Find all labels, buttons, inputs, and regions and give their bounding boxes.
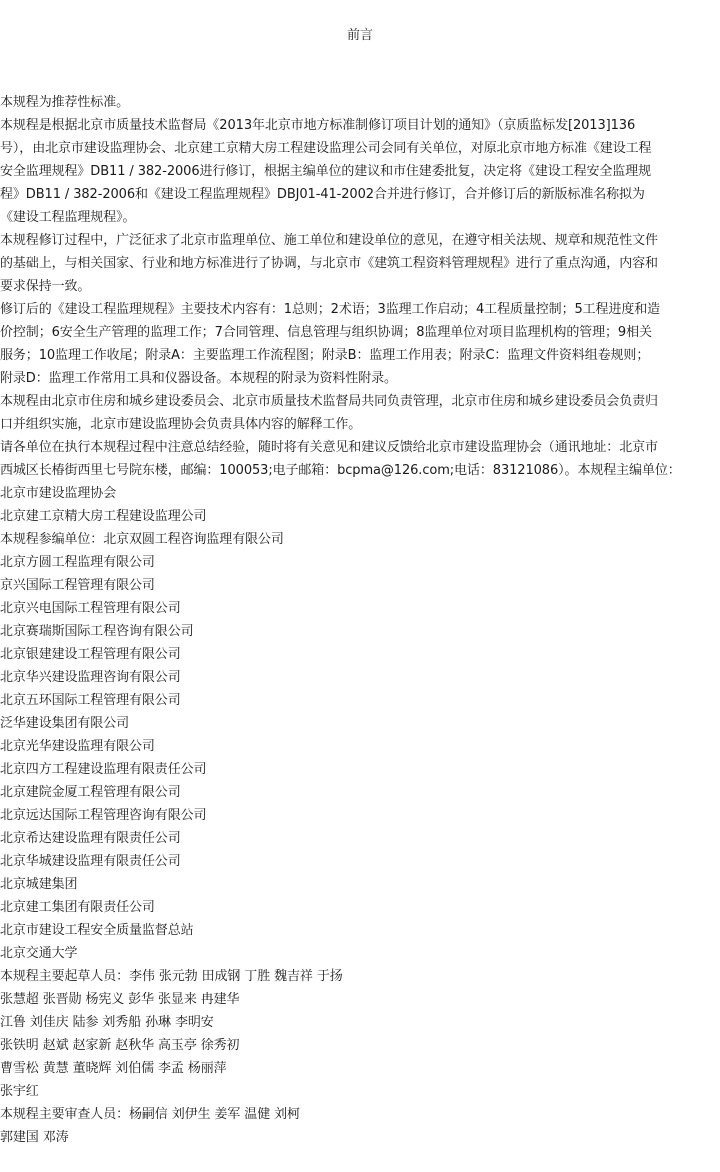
text-line: 口并组织实施，北京市建设监理协会负责具体内容的解释工作。 (0, 417, 362, 432)
text-line: 张宇红 (0, 1084, 39, 1099)
text-line: 北京兴电国际工程管理有限公司 (0, 601, 181, 616)
text-line: 北京赛瑞斯国际工程咨询有限公司 (0, 624, 194, 639)
text-line: 北京市建设监理协会 (0, 486, 117, 501)
text-line: 的基础上，与相关国家、行业和地方标准进行了协调，与北京市《建筑工程资料管理规程》进行了重点沟通，内容和 (0, 256, 658, 271)
text-line: 北京建工京精大房工程建设监理公司 (0, 509, 207, 524)
text-line: 《建设工程监理规程》。 (0, 210, 136, 225)
text-line: 附录D：监理工作常用工具和仪器设备。本规程的附录为资料性附录。 (0, 371, 397, 386)
text-line: 北京建工集团有限责任公司 (0, 900, 155, 915)
text-line: 北京远达国际工程管理咨询有限公司 (0, 808, 207, 823)
text-line: 北京五环国际工程管理有限公司 (0, 693, 181, 708)
text-line: 北京交通大学 (0, 946, 78, 961)
text-line: 江鲁 刘佳庆 陆参 刘秀船 孙琳 李明安 (0, 1015, 214, 1030)
text-line: 本规程为推荐性标准。 (0, 95, 130, 110)
text-line: 要求保持一致。 (0, 279, 91, 294)
text-line: 曹雪松 黄慧 董晓辉 刘伯儒 李孟 杨丽萍 (0, 1061, 227, 1076)
text-line: 西城区长椿街西里七号院东楼，邮编：100053;电子邮箱：bcpma@126.com;电话：83121086）。本规程主编单位： (0, 463, 681, 478)
text-line: 北京市建设工程安全质量监督总站 (0, 923, 194, 938)
text-line: 张慧超 张晋勋 杨宪义 彭华 张显来 冉建华 (0, 992, 240, 1007)
text-line: 北京光华建设监理有限公司 (0, 739, 155, 754)
text-line: 本规程是根据北京市质量技术监督局《2013年北京市地方标准制修订项目计划的通知》（京质监标发[2013]136 (0, 118, 636, 133)
text-line: 价控制；6安全生产管理的监理工作；7合同管理、信息管理与组织协调；8监理单位对项目监理机构的管理；9相关 (0, 325, 652, 340)
text-line: 修订后的《建设工程监理规程》主要技术内容有：1总则；2术语；3监理工作启动；4工程质量控制；5工程进度和造 (0, 302, 661, 317)
text-line: 号），由北京市建设监理协会、北京建工京精大房工程建设监理公司会同有关单位，对原北京市地方标准《建设工程 (0, 141, 652, 156)
text-line: 本规程修订过程中，广泛征求了北京市监理单位、施工单位和建设单位的意见，在遵守相关法规、规章和规范性文件 (0, 233, 658, 248)
text-line: 本规程主要审查人员：杨嗣信 刘伊生 姜军 温健 刘柯 (0, 1107, 300, 1122)
text-line: 北京方圆工程监理有限公司 (0, 555, 155, 570)
text-line: 北京银建建设工程管理有限公司 (0, 647, 181, 662)
text-line: 服务；10监理工作收尾；附录A：主要监理工作流程图；附录B：监理工作用表；附录C：监理文件资料组卷规则； (0, 348, 650, 363)
text-line: 北京四方工程建设监理有限责任公司 (0, 762, 207, 777)
text-line: 本规程主要起草人员：李伟 张元勃 田成钢 丁胜 魏吉祥 于扬 (0, 969, 343, 984)
text-line: 北京华城建设监理有限责任公司 (0, 854, 181, 869)
page-title: 前言 (346, 28, 373, 43)
text-line: 郭建国 邓涛 (0, 1130, 69, 1145)
text-line: 北京城建集团 (0, 877, 78, 892)
text-line: 泛华建设集团有限公司 (0, 716, 130, 731)
text-line: 北京华兴建设监理咨询有限公司 (0, 670, 181, 685)
text-line: 张铁明 赵斌 赵家新 赵秋华 高玉亭 徐秀初 (0, 1038, 240, 1053)
text-line: 请各单位在执行本规程过程中注意总结经验，随时将有关意见和建议反馈给北京市建设监理协会（通讯地址：北京市 (0, 440, 658, 455)
text-line: 京兴国际工程管理有限公司 (0, 578, 155, 593)
text-line: 北京建院金厦工程管理有限公司 (0, 785, 181, 800)
text-line: 安全监理规程》DB11 / 382-2006进行修订，根据主编单位的建议和市住建委批复，决定将《建设工程安全监理规 (0, 164, 652, 179)
text-line: 本规程参编单位：北京双圆工程咨询监理有限公司 (0, 532, 284, 547)
text-line: 北京希达建设监理有限责任公司 (0, 831, 181, 846)
text-line: 本规程由北京市住房和城乡建设委员会、北京市质量技术监督局共同负责管理，北京市住房和城乡建设委员会负责归 (0, 394, 658, 409)
text-line: 程》DB11 / 382-2006和《建设工程监理规程》DBJ01-41-2002合并进行修订，合并修订后的新版标准名称拟为 (0, 187, 645, 202)
preface-body (0, 91, 718, 1149)
